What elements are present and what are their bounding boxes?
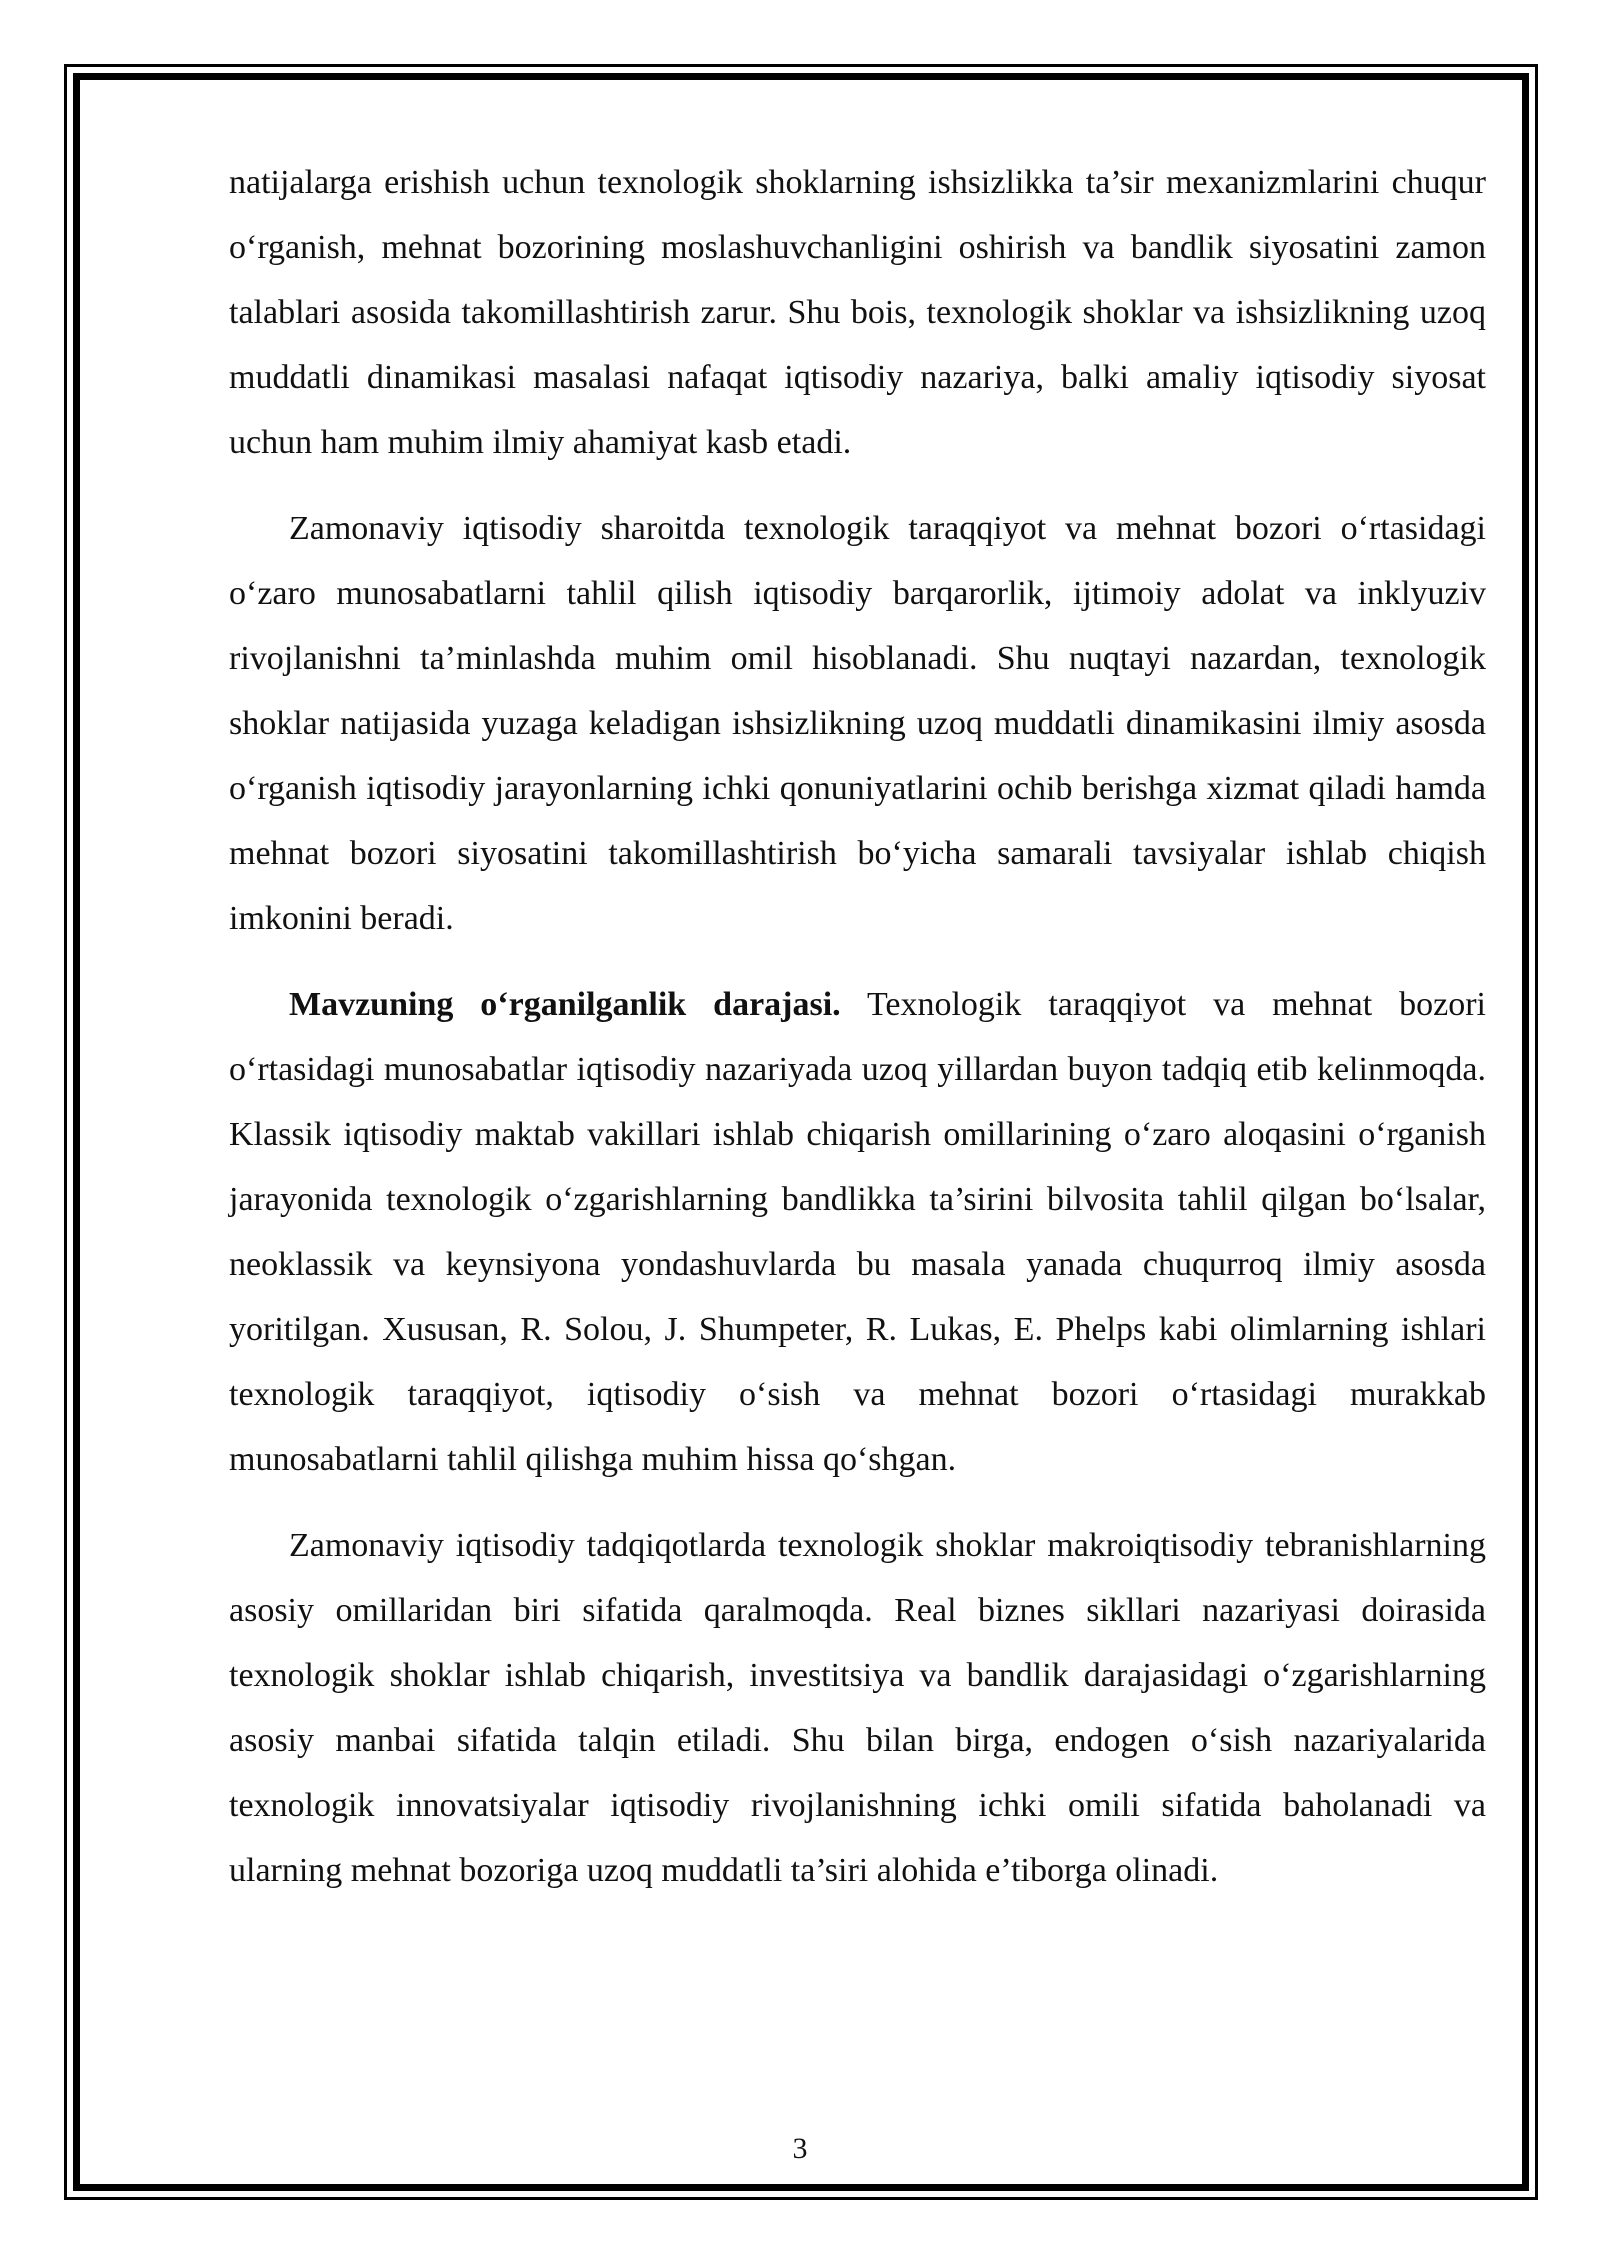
paragraph-text: natijalarga erishish uchun texnologik shoklarning ishsizlikka ta’sir mexanizmlarini chuqur o‘rganish, mehnat bozorining moslashuvchanligini oshirish va bandlik siyosatini zamon talablari asosida takomillashtirish zarur. Shu bois, texnologik shoklar va ishsizlikning uzoq muddatli dinamikasi masalasi nafaqat iqtisodiy nazariya, balki amaliy iqtisodiy siyosat uchun ham muhim ilmiy ahamiyat kasb etadi. bbox=[229, 164, 1486, 461]
paragraph-text: Texnologik taraqqiyot va mehnat bozori o‘rtasidagi munosabatlar iqtisodiy nazariyada uzoq yillardan buyon tadqiq etib kelinmoqda. Klassik iqtisodiy maktab vakillari ishlab chiqarish omillarining o‘zaro aloqasini o‘rganish jarayonida texnologik o‘zgarishlarning bandlikka ta’sirini bilvosita tahlil qilgan bo‘lsalar, neoklassik va keynsiyona yondashuvlarda bu masala yanada chuqurroq ilmiy asosda yoritilgan. Xususan, R. Solou, J. Shumpeter, R. Lukas, E. Phelps kabi olimlarning ishlari texnologik taraqqiyot, iqtisodiy o‘sish va mehnat bozori o‘rtasidagi murakkab munosabatlarni tahlil qilishga muhim hissa qo‘shgan. bbox=[229, 986, 1487, 1478]
section-heading-inline: Mavzuning o‘rganilganlik darajasi. bbox=[289, 986, 841, 1023]
paragraph-modern-conditions bbox=[229, 496, 1486, 951]
paragraph-text: Zamonaviy iqtisodiy sharoitda texnologik taraqqiyot va mehnat bozori o‘rtasidagi o‘zaro munosabatlarni tahlil qilish iqtisodiy barqarorlik, ijtimoiy adolat va inklyuziv rivojlanishni ta’minlashda muhim omil hisoblanadi. Shu nuqtayi nazardan, texnologik shoklar natijasida yuzaga keladigan ishsizlikning uzoq muddatli dinamikasini ilmiy asosda o‘rganish iqtisodiy jarayonlarning ichki qonuniyatlarini ochib berishga xizmat qiladi hamda mehnat bozori siyosatini takomillashtirish bo‘yicha samarali tavsiyalar ishlab chiqish imkonini beradi. bbox=[229, 510, 1486, 937]
paragraph-modern-research bbox=[229, 1513, 1486, 1903]
document-body bbox=[229, 150, 1486, 1903]
paragraph-study-level bbox=[229, 972, 1486, 1492]
paragraph-text: Zamonaviy iqtisodiy tadqiqotlarda texnologik shoklar makroiqtisodiy tebranishlarning asosiy omillaridan biri sifatida qaralmoqda. Real biznes sikllari nazariyasi doirasida texnologik shoklar ishlab chiqarish, investitsiya va bandlik darajasidagi o‘zgarishlarning asosiy manbai sifatida talqin etiladi. Shu bilan birga, endogen o‘sish nazariyalarida texnologik innovatsiyalar iqtisodiy rivojlanishning ichki omili sifatida baholanadi va ularning mehnat bozoriga uzoq muddatli ta’siri alohida e’tiborga olinadi. bbox=[229, 1527, 1486, 1889]
paragraph-continuation bbox=[229, 150, 1486, 475]
page-number: 3 bbox=[792, 2132, 808, 2165]
